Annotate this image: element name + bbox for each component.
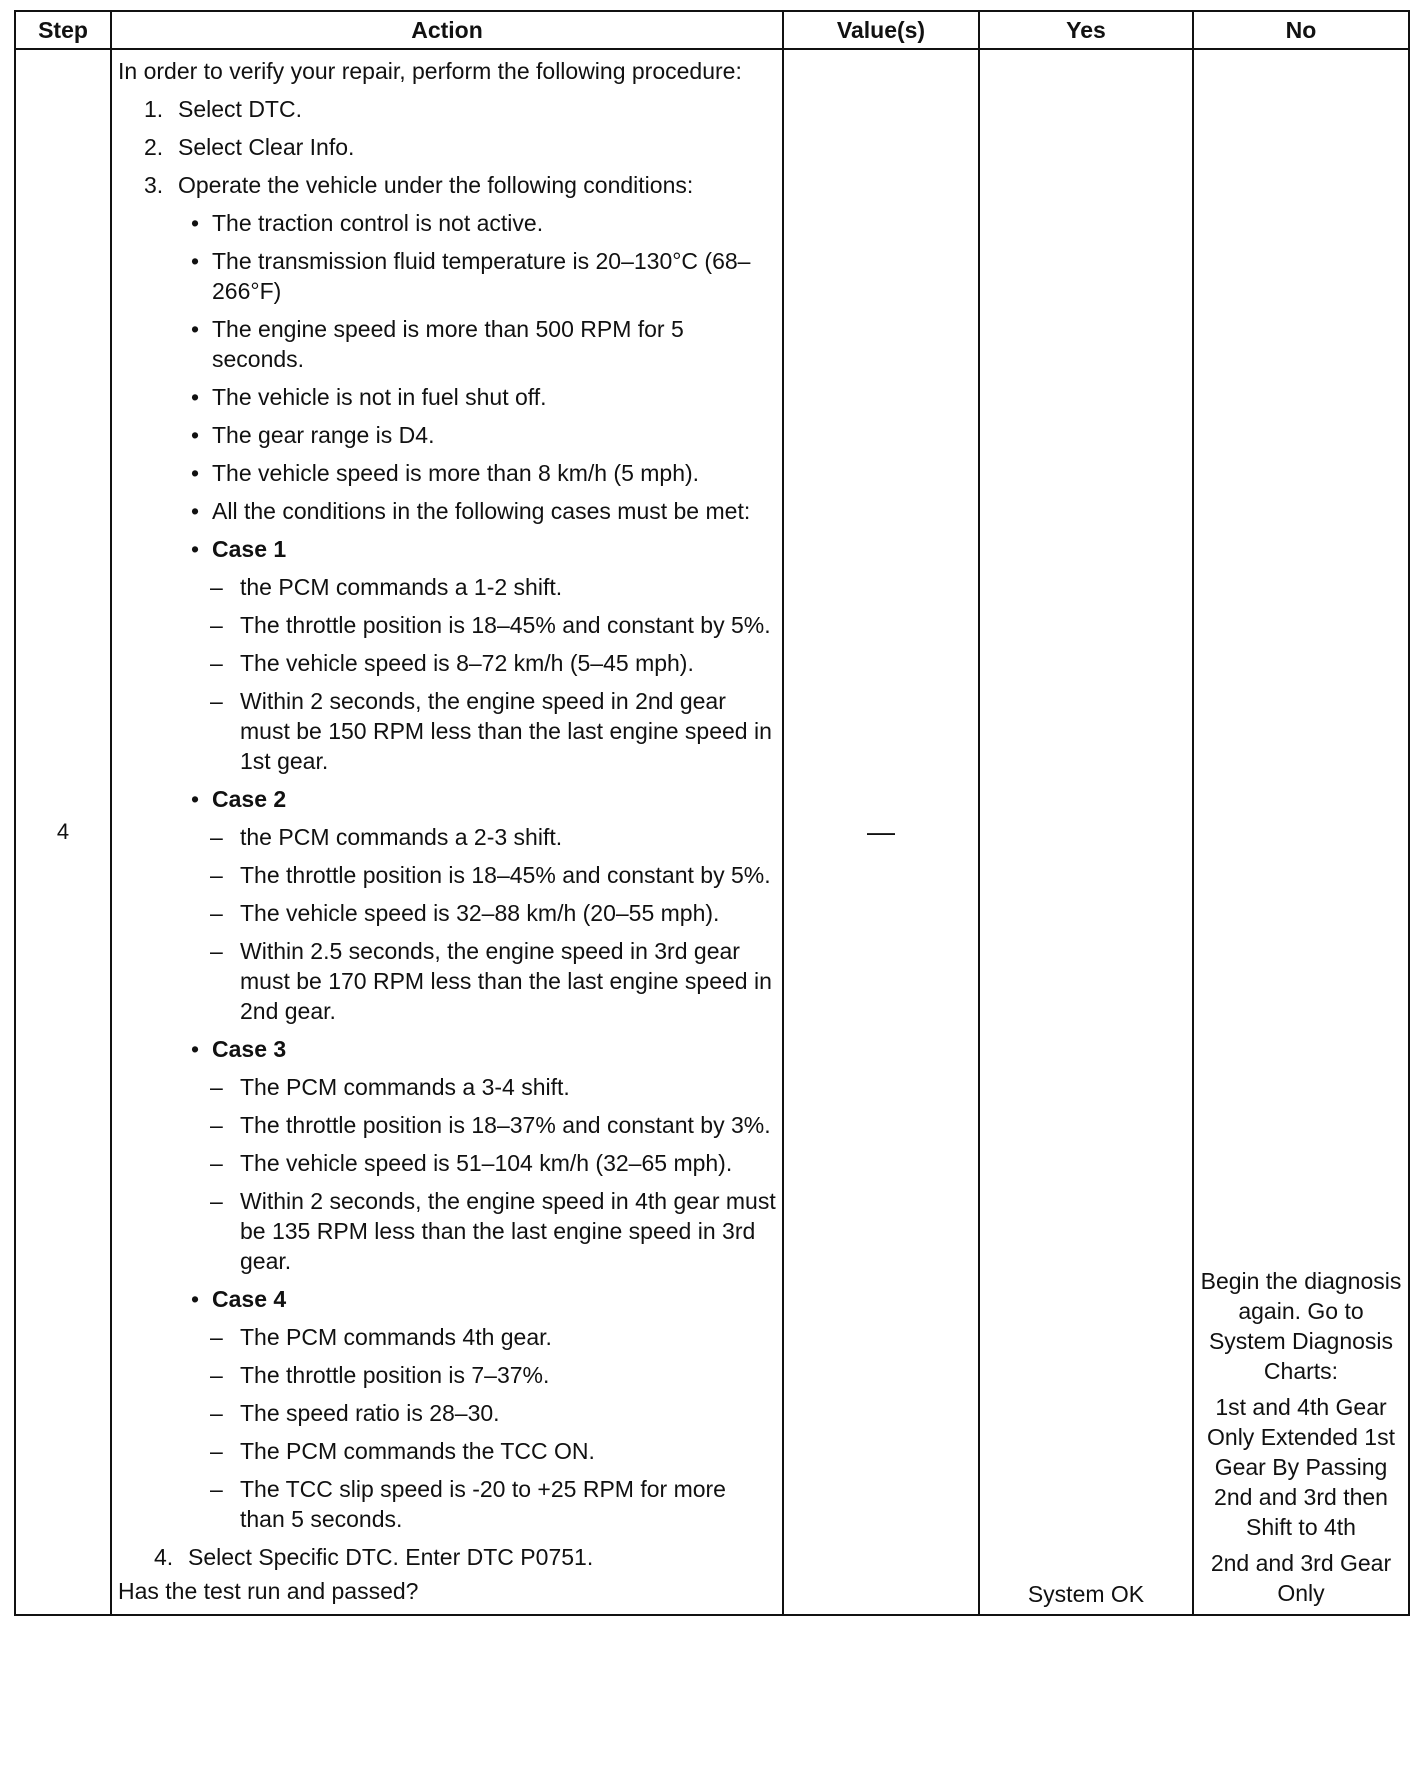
- no-intro: Begin the diagnosis again. Go to System Diagnosis Charts:: [1200, 1268, 1402, 1384]
- case-item-text: The throttle position is 18–45% and constant by 5%.: [240, 612, 771, 638]
- cases-list: [118, 534, 776, 1534]
- condition-text: The transmission fluid temperature is 20–130°C (68–266°F): [212, 248, 751, 304]
- conditions-list: [118, 208, 776, 526]
- value-cell: —: [783, 49, 979, 1615]
- list-item: [178, 382, 776, 412]
- condition-text: The engine speed is more than 500 RPM for 5 seconds.: [212, 316, 684, 372]
- list-item: [210, 936, 776, 1026]
- step-text: Select DTC.: [178, 96, 302, 122]
- header-step: Step: [15, 11, 111, 49]
- dash-icon: –: [210, 1324, 223, 1350]
- bullet-icon: •: [190, 210, 200, 236]
- dash-icon: –: [210, 688, 223, 714]
- case-item-text: The speed ratio is 28–30.: [240, 1400, 500, 1426]
- case-item-text: The PCM commands 4th gear.: [240, 1324, 552, 1350]
- case-item-text: The PCM commands the TCC ON.: [240, 1438, 595, 1464]
- bullet-icon: •: [190, 498, 200, 524]
- list-item: [210, 1474, 776, 1534]
- list-item: [178, 458, 776, 488]
- question-text: Has the test run and passed?: [118, 1578, 419, 1604]
- dash-icon: –: [210, 1188, 223, 1214]
- list-item: [144, 94, 776, 124]
- case-heading: [178, 1284, 776, 1314]
- bullet-icon: •: [190, 422, 200, 448]
- case-heading: [178, 1034, 776, 1064]
- list-item: [210, 572, 776, 602]
- step-index: 1.: [144, 96, 164, 122]
- case-item-text: Within 2 seconds, the engine speed in 4th gear must be 135 RPM less than the last engine speed in 3rd gear.: [240, 1188, 776, 1274]
- dash-icon: –: [210, 1438, 223, 1464]
- dash-icon: –: [210, 1150, 223, 1176]
- case-heading: [178, 784, 776, 814]
- case-item-text: The throttle position is 7–37%.: [240, 1362, 550, 1388]
- bullet-icon: •: [190, 536, 200, 562]
- intro-text: In order to verify your repair, perform the following procedure:: [118, 58, 742, 84]
- header-action: Action: [111, 11, 783, 49]
- bullet-icon: •: [190, 384, 200, 410]
- list-item: [210, 898, 776, 928]
- case-item-text: Within 2.5 seconds, the engine speed in 3rd gear must be 170 RPM less than the last engine speed in 2nd gear.: [240, 938, 772, 1024]
- dash-icon: –: [210, 574, 223, 600]
- condition-text: The traction control is not active.: [212, 210, 544, 236]
- list-item: [178, 420, 776, 450]
- case-title: Case 3: [212, 1036, 287, 1062]
- dash-icon: –: [210, 1476, 223, 1502]
- table-row: [15, 49, 1409, 1615]
- case-item-text: the PCM commands a 2-3 shift.: [240, 824, 563, 850]
- dash-icon: –: [210, 650, 223, 676]
- step-text: Operate the vehicle under the following conditions:: [178, 172, 694, 198]
- list-item: [178, 246, 776, 306]
- list-item: [210, 1322, 776, 1352]
- numbered-steps: [118, 94, 776, 200]
- bullet-icon: •: [190, 1286, 200, 1312]
- condition-text: All the conditions in the following cases must be met:: [212, 498, 751, 524]
- bullet-icon: •: [190, 316, 200, 342]
- case-item-text: The vehicle speed is 8–72 km/h (5–45 mph).: [240, 650, 694, 676]
- case-item-text: The PCM commands a 3-4 shift.: [240, 1074, 570, 1100]
- diagnostic-table: [14, 10, 1410, 1616]
- diagnostic-table-wrapper: [14, 10, 1408, 1616]
- dash-icon: –: [210, 862, 223, 888]
- action-cell: [111, 49, 783, 1615]
- dash-icon: –: [210, 824, 223, 850]
- condition-text: The vehicle speed is more than 8 km/h (5 mph).: [212, 460, 700, 486]
- header-no: No: [1193, 11, 1409, 49]
- list-item: [210, 822, 776, 852]
- bullet-icon: •: [190, 1036, 200, 1062]
- list-item: [210, 860, 776, 890]
- case-item-text: The vehicle speed is 51–104 km/h (32–65 mph).: [240, 1150, 733, 1176]
- list-item: [144, 132, 776, 162]
- dash-icon: –: [210, 1112, 223, 1138]
- case-item-text: The throttle position is 18–45% and constant by 5%.: [240, 862, 771, 888]
- step-4-number: 4.: [154, 1544, 174, 1570]
- case-item-text: The vehicle speed is 32–88 km/h (20–55 mph).: [240, 900, 720, 926]
- step-index: 3.: [144, 172, 164, 198]
- list-item: [178, 496, 776, 526]
- dash-icon: –: [210, 900, 223, 926]
- header-yes: Yes: [979, 11, 1193, 49]
- case-item-text: the PCM commands a 1-2 shift.: [240, 574, 563, 600]
- list-item: [144, 170, 776, 200]
- case-heading: [178, 534, 776, 564]
- list-item: [210, 648, 776, 678]
- bullet-icon: •: [190, 248, 200, 274]
- dash-icon: –: [210, 1074, 223, 1100]
- dash-icon: –: [210, 1400, 223, 1426]
- step-number: 4: [15, 49, 111, 1615]
- case-title: Case 4: [212, 1286, 287, 1312]
- case-title: Case 1: [212, 536, 287, 562]
- list-item: [210, 1398, 776, 1428]
- bullet-icon: •: [190, 460, 200, 486]
- list-item: [210, 1186, 776, 1276]
- no-option-1: 1st and 4th Gear Only Extended 1st Gear By Passing 2nd and 3rd then Shift to 4th: [1207, 1394, 1395, 1540]
- condition-text: The vehicle is not in fuel shut off.: [212, 384, 547, 410]
- list-item: [210, 1148, 776, 1178]
- bullet-icon: •: [190, 786, 200, 812]
- list-item: [210, 1110, 776, 1140]
- case-item-text: Within 2 seconds, the engine speed in 2nd gear must be 150 RPM less than the last engine speed in 1st gear.: [240, 688, 772, 774]
- list-item: [178, 208, 776, 238]
- list-item: [210, 1436, 776, 1466]
- header-row: [15, 11, 1409, 49]
- header-values: Value(s): [783, 11, 979, 49]
- step-index: 2.: [144, 134, 164, 160]
- case-item-text: The throttle position is 18–37% and constant by 3%.: [240, 1112, 771, 1138]
- list-item: [178, 314, 776, 374]
- case-title: Case 2: [212, 786, 287, 812]
- no-option-2: 2nd and 3rd Gear Only: [1210, 1550, 1392, 1606]
- no-cell: [1193, 49, 1409, 1615]
- step-text: Select Clear Info.: [178, 134, 355, 160]
- step-4-item: [154, 1542, 776, 1572]
- case-item-text: The TCC slip speed is -20 to +25 RPM for more than 5 seconds.: [240, 1476, 726, 1532]
- dash-icon: –: [210, 1362, 223, 1388]
- list-item: [210, 686, 776, 776]
- yes-cell: System OK: [979, 49, 1193, 1615]
- dash-icon: –: [210, 938, 223, 964]
- list-item: [210, 1360, 776, 1390]
- step-4-text: Select Specific DTC. Enter DTC P0751.: [188, 1544, 594, 1570]
- list-item: [210, 610, 776, 640]
- condition-text: The gear range is D4.: [212, 422, 435, 448]
- dash-icon: –: [210, 612, 223, 638]
- list-item: [210, 1072, 776, 1102]
